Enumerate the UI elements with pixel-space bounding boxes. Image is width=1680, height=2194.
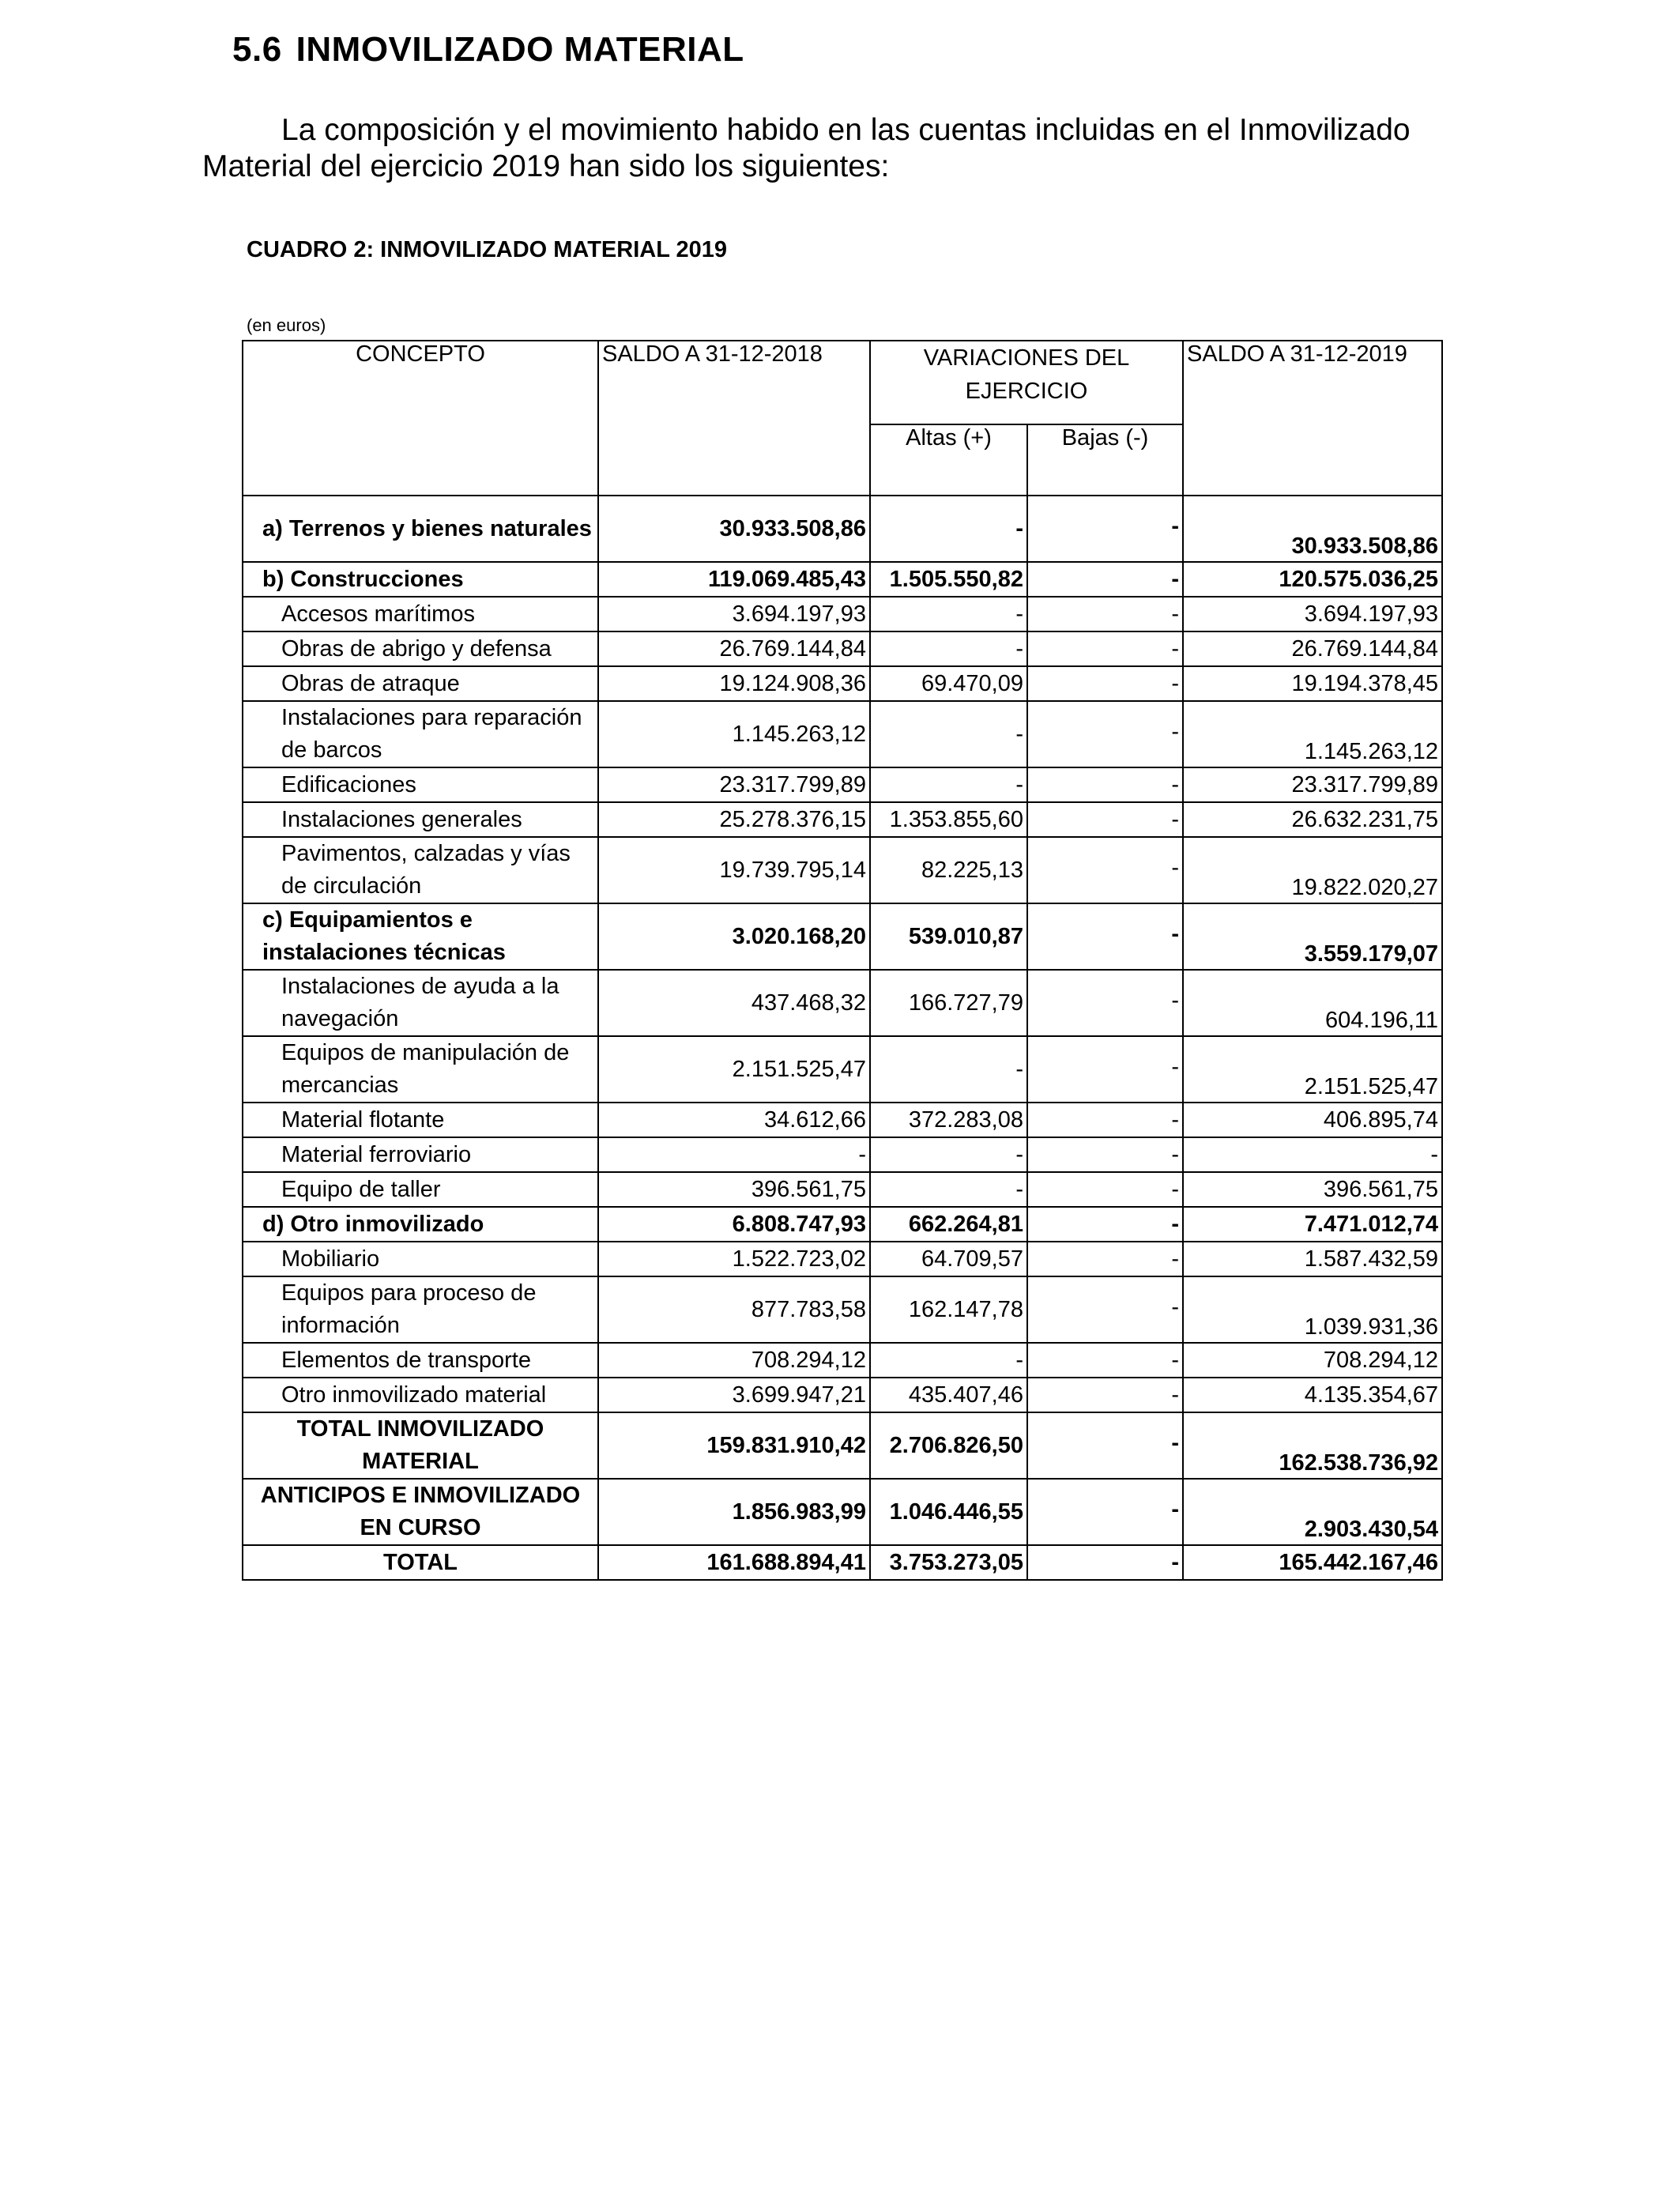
row-bajas: -	[1027, 903, 1183, 970]
row-concepto: TOTAL	[243, 1545, 598, 1580]
table-row	[243, 1479, 1442, 1545]
row-altas: 662.264,81	[870, 1207, 1027, 1242]
row-bajas: -	[1027, 1242, 1183, 1276]
row-altas: 1.046.446,55	[870, 1479, 1027, 1545]
row-bajas: -	[1027, 666, 1183, 701]
row-bajas: -	[1027, 1137, 1183, 1172]
row-concepto: Instalaciones para reparación de barcos	[243, 701, 598, 767]
table-row	[243, 562, 1442, 597]
table-row	[243, 1343, 1442, 1378]
table-row	[243, 970, 1442, 1036]
row-altas: 1.505.550,82	[870, 562, 1027, 597]
row-bajas: -	[1027, 802, 1183, 837]
table-row	[243, 496, 1442, 562]
table-title: CUADRO 2: INMOVILIZADO MATERIAL 2019	[247, 237, 727, 262]
row-saldo-2019: 604.196,11	[1183, 970, 1442, 1036]
row-altas: 162.147,78	[870, 1276, 1027, 1343]
table-row	[243, 597, 1442, 631]
row-altas: -	[870, 1172, 1027, 1207]
row-concepto: Material ferroviario	[243, 1137, 598, 1172]
header-concepto: CONCEPTO	[243, 341, 598, 496]
row-altas: -	[870, 631, 1027, 666]
header-saldo-2019: SALDO A 31-12-2019	[1183, 341, 1442, 496]
section-number: 5.6	[232, 30, 282, 69]
table-row	[243, 1036, 1442, 1103]
row-saldo-2019: 30.933.508,86	[1183, 496, 1442, 562]
row-concepto: Material flotante	[243, 1103, 598, 1137]
row-bajas: -	[1027, 597, 1183, 631]
row-altas: 166.727,79	[870, 970, 1027, 1036]
row-saldo-2018: 119.069.485,43	[598, 562, 870, 597]
row-altas: 435.407,46	[870, 1378, 1027, 1412]
row-altas: 372.283,08	[870, 1103, 1027, 1137]
table-row	[243, 767, 1442, 802]
row-saldo-2018: 159.831.910,42	[598, 1412, 870, 1479]
row-altas: 539.010,87	[870, 903, 1027, 970]
row-saldo-2018: 19.124.908,36	[598, 666, 870, 701]
row-saldo-2019: 2.151.525,47	[1183, 1036, 1442, 1103]
row-saldo-2018: 396.561,75	[598, 1172, 870, 1207]
row-saldo-2019: 3.559.179,07	[1183, 903, 1442, 970]
row-saldo-2019: 120.575.036,25	[1183, 562, 1442, 597]
row-concepto: Equipos para proceso de información	[243, 1276, 598, 1343]
row-saldo-2019: 406.895,74	[1183, 1103, 1442, 1137]
row-bajas: -	[1027, 837, 1183, 903]
row-saldo-2019: 19.194.378,45	[1183, 666, 1442, 701]
row-altas: -	[870, 1343, 1027, 1378]
row-bajas: -	[1027, 562, 1183, 597]
row-bajas: -	[1027, 970, 1183, 1036]
row-saldo-2018: 23.317.799,89	[598, 767, 870, 802]
row-concepto: Edificaciones	[243, 767, 598, 802]
row-bajas: -	[1027, 1545, 1183, 1580]
row-saldo-2018: 6.808.747,93	[598, 1207, 870, 1242]
table-row	[243, 1103, 1442, 1137]
table-row	[243, 1545, 1442, 1580]
row-saldo-2019: 396.561,75	[1183, 1172, 1442, 1207]
row-altas: 69.470,09	[870, 666, 1027, 701]
row-altas: -	[870, 701, 1027, 767]
row-concepto: Pavimentos, calzadas y vías de circulación	[243, 837, 598, 903]
row-saldo-2018: 437.468,32	[598, 970, 870, 1036]
row-saldo-2019: 19.822.020,27	[1183, 837, 1442, 903]
row-saldo-2018: 3.020.168,20	[598, 903, 870, 970]
row-saldo-2019: 1.145.263,12	[1183, 701, 1442, 767]
header-bajas: Bajas (-)	[1027, 424, 1183, 496]
row-saldo-2019: 26.632.231,75	[1183, 802, 1442, 837]
row-bajas: -	[1027, 1276, 1183, 1343]
row-concepto: Instalaciones generales	[243, 802, 598, 837]
header-saldo-2018: SALDO A 31-12-2018	[598, 341, 870, 496]
row-saldo-2019: 4.135.354,67	[1183, 1378, 1442, 1412]
row-altas: -	[870, 1036, 1027, 1103]
table-row	[243, 1276, 1442, 1343]
table-row	[243, 1242, 1442, 1276]
row-altas: 82.225,13	[870, 837, 1027, 903]
row-saldo-2018: 161.688.894,41	[598, 1545, 870, 1580]
row-saldo-2018: 877.783,58	[598, 1276, 870, 1343]
row-concepto: d) Otro inmovilizado	[243, 1207, 598, 1242]
table-row	[243, 1207, 1442, 1242]
row-bajas: -	[1027, 1343, 1183, 1378]
row-saldo-2018: 2.151.525,47	[598, 1036, 870, 1103]
row-concepto: Otro inmovilizado material	[243, 1378, 598, 1412]
table-row	[243, 1378, 1442, 1412]
row-concepto: TOTAL INMOVILIZADO MATERIAL	[243, 1412, 598, 1479]
row-saldo-2019: 7.471.012,74	[1183, 1207, 1442, 1242]
row-saldo-2019: 1.039.931,36	[1183, 1276, 1442, 1343]
row-bajas: -	[1027, 1103, 1183, 1137]
row-bajas: -	[1027, 1207, 1183, 1242]
row-saldo-2018: 1.856.983,99	[598, 1479, 870, 1545]
row-altas: 2.706.826,50	[870, 1412, 1027, 1479]
row-saldo-2019: -	[1183, 1137, 1442, 1172]
header-variaciones: VARIACIONES DEL EJERCICIO	[870, 341, 1183, 424]
row-altas: 3.753.273,05	[870, 1545, 1027, 1580]
row-bajas: -	[1027, 1378, 1183, 1412]
row-saldo-2019: 2.903.430,54	[1183, 1479, 1442, 1545]
row-saldo-2018: 19.739.795,14	[598, 837, 870, 903]
row-concepto: c) Equipamientos e instalaciones técnicas	[243, 903, 598, 970]
row-saldo-2018: 30.933.508,86	[598, 496, 870, 562]
header-altas: Altas (+)	[870, 424, 1027, 496]
row-saldo-2018: 1.522.723,02	[598, 1242, 870, 1276]
row-concepto: Instalaciones de ayuda a la navegación	[243, 970, 598, 1036]
row-saldo-2019: 3.694.197,93	[1183, 597, 1442, 631]
row-saldo-2019: 1.587.432,59	[1183, 1242, 1442, 1276]
row-concepto: Equipo de taller	[243, 1172, 598, 1207]
table-row	[243, 837, 1442, 903]
row-altas: -	[870, 597, 1027, 631]
row-saldo-2019: 165.442.167,46	[1183, 1545, 1442, 1580]
row-saldo-2018: 25.278.376,15	[598, 802, 870, 837]
row-saldo-2019: 26.769.144,84	[1183, 631, 1442, 666]
table-row	[243, 903, 1442, 970]
assets-table	[242, 340, 1443, 1581]
row-saldo-2019: 162.538.736,92	[1183, 1412, 1442, 1479]
row-saldo-2018: 34.612,66	[598, 1103, 870, 1137]
row-altas: 1.353.855,60	[870, 802, 1027, 837]
section-title	[232, 30, 744, 70]
row-saldo-2018: 1.145.263,12	[598, 701, 870, 767]
table-row	[243, 1137, 1442, 1172]
row-saldo-2018: 708.294,12	[598, 1343, 870, 1378]
row-concepto: ANTICIPOS E INMOVILIZADO EN CURSO	[243, 1479, 598, 1545]
row-concepto: b) Construcciones	[243, 562, 598, 597]
row-bajas: -	[1027, 1479, 1183, 1545]
table-row	[243, 1172, 1442, 1207]
section-title-text: INMOVILIZADO MATERIAL	[296, 30, 744, 69]
table-row	[243, 631, 1442, 666]
table-row	[243, 666, 1442, 701]
row-saldo-2018: 26.769.144,84	[598, 631, 870, 666]
row-altas: -	[870, 496, 1027, 562]
row-concepto: Accesos marítimos	[243, 597, 598, 631]
row-concepto: Mobiliario	[243, 1242, 598, 1276]
row-concepto: Equipos de manipulación de mercancias	[243, 1036, 598, 1103]
row-bajas: -	[1027, 767, 1183, 802]
header-row	[243, 341, 1442, 424]
row-bajas: -	[1027, 496, 1183, 562]
table-row	[243, 802, 1442, 837]
row-concepto: Elementos de transporte	[243, 1343, 598, 1378]
row-concepto: a) Terrenos y bienes naturales	[243, 496, 598, 562]
row-altas: -	[870, 767, 1027, 802]
table-row	[243, 1412, 1442, 1479]
row-bajas: -	[1027, 631, 1183, 666]
row-concepto: Obras de abrigo y defensa	[243, 631, 598, 666]
intro-paragraph: La composición y el movimiento habido en las cuentas incluidas en el Inmovilizado Material del ejercicio 2019 han sido los siguientes:	[202, 113, 1411, 183]
row-saldo-2019: 708.294,12	[1183, 1343, 1442, 1378]
row-saldo-2019: 23.317.799,89	[1183, 767, 1442, 802]
row-altas: 64.709,57	[870, 1242, 1027, 1276]
table-row	[243, 701, 1442, 767]
row-altas: -	[870, 1137, 1027, 1172]
unit-note: (en euros)	[247, 315, 326, 335]
row-bajas: -	[1027, 1172, 1183, 1207]
row-saldo-2018: 3.694.197,93	[598, 597, 870, 631]
row-saldo-2018: -	[598, 1137, 870, 1172]
row-saldo-2018: 3.699.947,21	[598, 1378, 870, 1412]
row-bajas: -	[1027, 1036, 1183, 1103]
row-bajas: -	[1027, 1412, 1183, 1479]
row-concepto: Obras de atraque	[243, 666, 598, 701]
row-bajas: -	[1027, 701, 1183, 767]
